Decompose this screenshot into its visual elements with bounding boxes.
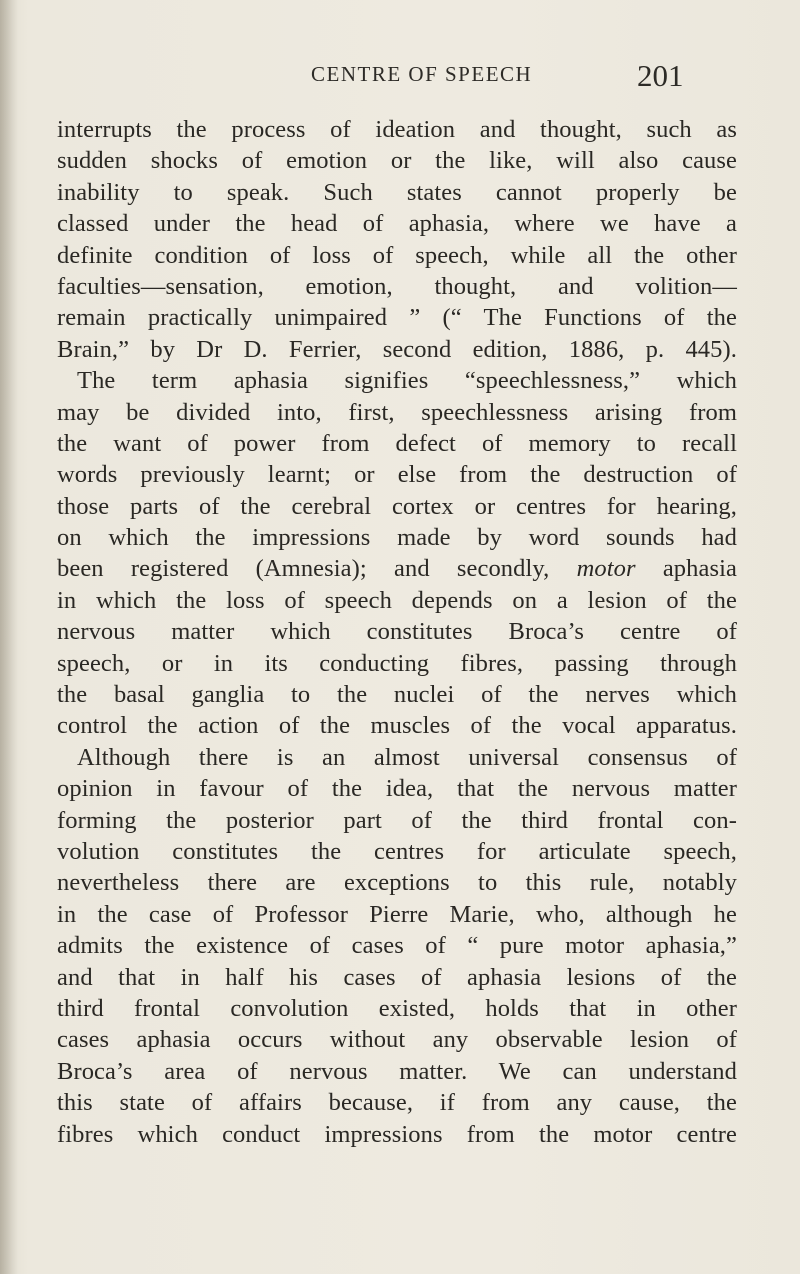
text-line: inability to speak. Such states cannot properly be [57, 178, 737, 206]
text-line: Although there is an almost universal consensus of [77, 743, 737, 771]
text-line: sudden shocks of emotion or the like, will also cause [57, 147, 737, 175]
text-line: nervous matter which constitutes Broca’s centre of [57, 618, 737, 646]
running-head [0, 58, 800, 102]
text-segment: aphasia [635, 555, 737, 583]
text-line: in the case of Professor Pierre Marie, who, although he [57, 900, 737, 928]
running-title: CENTRE OF SPEECH [311, 62, 533, 86]
text-line: Brain,” by Dr D. Ferrier, second edition, 1886, p. 445). [57, 335, 737, 363]
text-line: and that in half his cases of aphasia lesions of the [57, 963, 737, 991]
text-line: fibres which conduct impressions from the motor centre [57, 1120, 737, 1148]
gutter-shadow [0, 0, 18, 1274]
text-line: The term aphasia signifies “speechlessness,” which [77, 367, 737, 395]
text-line: interrupts the process of ideation and thought, such as [57, 116, 737, 143]
text-line-with-italic [57, 553, 737, 584]
text-line: control the action of the muscles of the vocal apparatus. [57, 712, 737, 740]
text-line: opinion in favour of the idea, that the nervous matter [57, 775, 737, 803]
text-line: may be divided into, first, speechlessness arising from [57, 398, 737, 426]
text-line: forming the posterior part of the third frontal con- [57, 806, 737, 834]
text-line: faculties—sensation, emotion, thought, and volition— [57, 272, 737, 300]
text-line: the basal ganglia to the nuclei of the nerves which [57, 681, 737, 709]
text-line: words previously learnt; or else from the destruction of [57, 461, 737, 489]
text-line: third frontal convolution existed, holds that in other [57, 994, 737, 1022]
text-line: those parts of the cerebral cortex or centres for hearing, [57, 492, 737, 520]
text-segment: been registered (Amnesia); and secondly, [57, 555, 550, 583]
text-line: on which the impressions made by word sounds had [57, 524, 737, 552]
text-line: this state of affairs because, if from any cause, the [57, 1089, 737, 1117]
text-line: Broca’s area of nervous matter. We can understand [57, 1057, 737, 1085]
text-line: in which the loss of speech depends on a lesion of the [57, 586, 737, 614]
text-line: nevertheless there are exceptions to this rule, notably [57, 869, 737, 897]
italic-term: motor [576, 555, 636, 583]
text-line: speech, or in its conducting fibres, passing through [57, 649, 737, 677]
text-line: cases aphasia occurs without any observable lesion of [57, 1026, 737, 1054]
text-line: classed under the head of aphasia, where we have a [57, 210, 737, 238]
body-text [57, 114, 737, 1150]
text-line: volution constitutes the centres for articulate speech, [57, 837, 737, 865]
text-line: definite condition of loss of speech, while all the other [57, 241, 737, 269]
text-line: remain practically unimpaired ” (“ The Functions of the [57, 304, 737, 332]
page-number: 201 [637, 58, 684, 93]
text-line: admits the existence of cases of “ pure motor aphasia,” [57, 932, 737, 960]
text-line: the want of power from defect of memory to recall [57, 429, 737, 457]
